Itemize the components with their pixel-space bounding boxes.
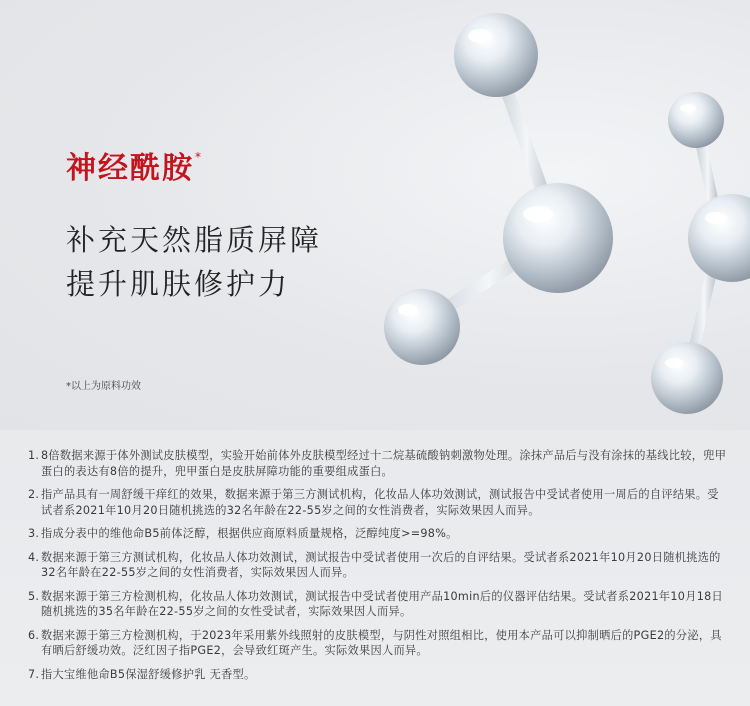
note-text: 数据来源于第三方检测机构，于2023年采用紫外线照射的皮肤模型，与阴性对照组相比，使用本产品可以抑制晒后的PGE2的分泌，具有晒后舒缓功效。泛红因子指PGE2，会导致红斑产生。实际效果因人而异。 bbox=[41, 628, 722, 657]
note-text: 数据来源于第三方测试机构，化妆品人体功效测试，测试报告中受试者使用一次后的自评结果。受试者系2021年10月20日随机挑选的32名年龄在22-55岁之间的女性消费者，实际效果因人而异。 bbox=[41, 550, 721, 579]
hero-title bbox=[66, 143, 203, 187]
hero-title-mark: * bbox=[195, 150, 203, 164]
molecule-atoms bbox=[384, 13, 750, 414]
note-item bbox=[28, 487, 728, 518]
note-number: 5. bbox=[28, 589, 40, 603]
hero-footnote: *以上为原料功效 bbox=[66, 381, 141, 392]
disclaimer-notes bbox=[28, 448, 728, 690]
note-number: 2. bbox=[28, 488, 40, 501]
note-number: 4. bbox=[28, 550, 40, 564]
note-text: 数据来源于第三方检测机构，化妆品人体功效测试，测试报告中受试者使用产品10min后的仪器评估结果。受试者系2021年10月18日随机挑选的35名年龄在22-55岁之间的女性受试者，实际效果因人而异。 bbox=[41, 589, 724, 618]
note-item bbox=[28, 628, 728, 659]
note-number: 7. bbox=[28, 667, 40, 681]
note-number: 6. bbox=[28, 628, 40, 642]
note-text: 指大宝维他命B5保湿舒缓修护乳 无香型。 bbox=[41, 667, 256, 681]
note-number: 1. bbox=[28, 449, 40, 462]
note-item bbox=[28, 667, 728, 683]
note-text: 指产品具有一周舒缓干痒红的效果，数据来源于第三方测试机构，化妆品人体功效测试，测试报告中受试者使用一周后的自评结果。受试者系2021年10月20日随机挑选的32名年龄在22-55岁之间的女性消费者，实际效果因人而异。 bbox=[41, 488, 719, 517]
note-text: 8倍数据来源于体外测试皮肤模型，实验开始前体外皮肤模型经过十二烷基硫酸钠刺激物处理。涂抹产品后与没有涂抹的基线比较，兜甲蛋白的表达有8倍的提升，兜甲蛋白是皮肤屏障功能的重要组成蛋白。 bbox=[41, 449, 727, 478]
hero-title-text: 神经酰胺 bbox=[66, 151, 194, 186]
slogan-line-1: 补充天然脂质屏障 bbox=[66, 223, 323, 257]
molecule-illustration bbox=[370, 0, 750, 430]
note-text: 指成分表中的维他命B5前体泛醇，根据供应商原料质量规格，泛醇纯度>=98%。 bbox=[41, 527, 458, 540]
note-item bbox=[28, 550, 728, 581]
note-number: 3. bbox=[28, 527, 40, 540]
note-item bbox=[28, 448, 728, 479]
note-item bbox=[28, 589, 728, 620]
note-item bbox=[28, 526, 728, 542]
slogan-line-2: 提升肌肤修护力 bbox=[66, 267, 291, 301]
